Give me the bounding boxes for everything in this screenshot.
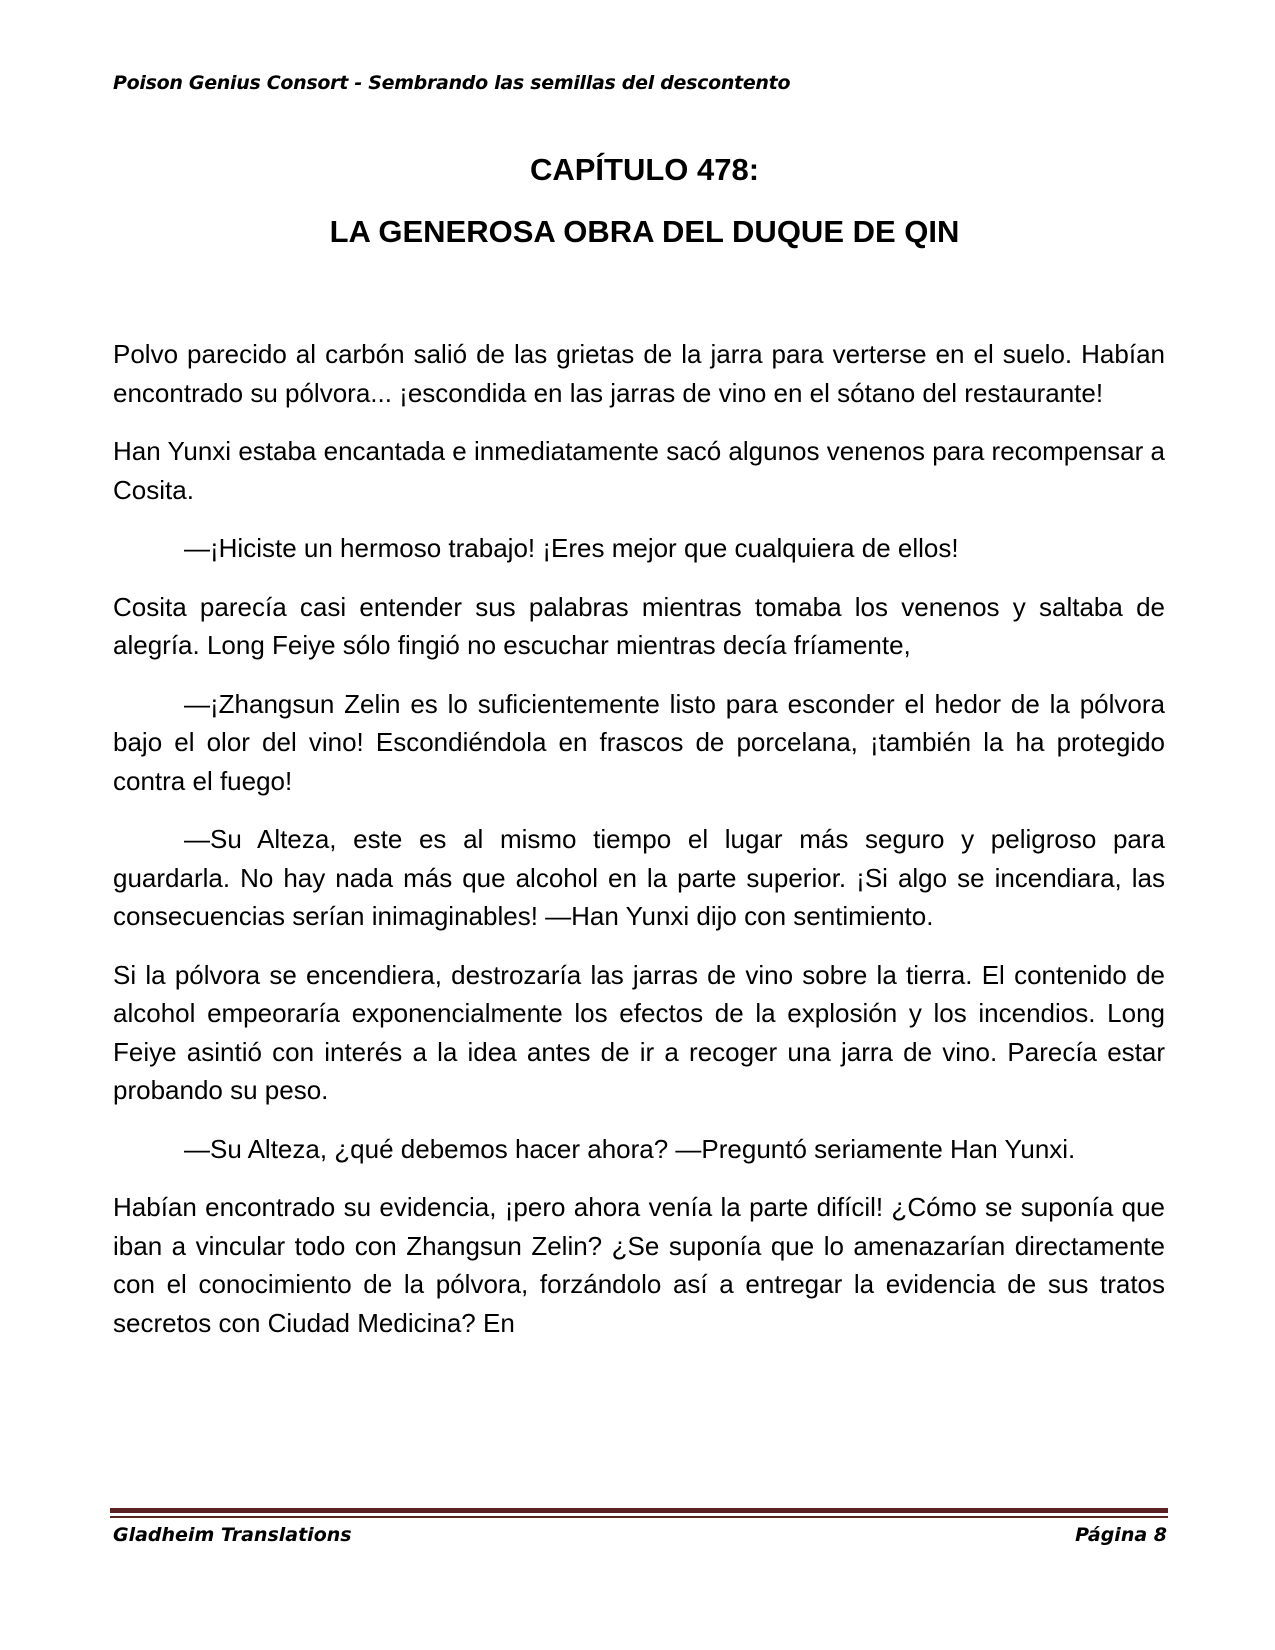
footer-page-number: Página 8 <box>1075 1524 1167 1546</box>
footer-divider-thick <box>110 1508 1168 1513</box>
paragraph: Habían encontrado su evidencia, ¡pero ahora venía la parte difícil! ¿Cómo se suponía que iban a vincular todo con Zhangsun Zelin? ¿Se suponía que lo amenazarían directamente con el conocimiento de la pólvora, forzándolo así a entregar la evidencia de sus tratos secretos con Ciudad Medicina? En <box>113 1192 1165 1338</box>
dialog-paragraph: —Su Alteza, este es al mismo tiempo el lugar más seguro y peligroso para guardarla. No hay nada más que alcohol en la parte superior. ¡Si algo se incendiara, las consecuencias serían inimaginables! —Han Yunxi dijo con sentimiento. <box>113 824 1165 931</box>
running-header: Poison Genius Consort - Sembrando las semillas del descontento <box>113 72 791 94</box>
footer-publisher: Gladheim Translations <box>113 1524 352 1546</box>
chapter-title: LA GENEROSA OBRA DEL DUQUE DE QIN <box>329 214 960 249</box>
paragraph: Polvo parecido al carbón salió de las grietas de la jarra para verterse en el suelo. Habían encontrado su pólvora... ¡escondida en las jarras de vino en el sótano del restaurante! <box>113 339 1165 408</box>
paragraph: Si la pólvora se encendiera, destrozaría las jarras de vino sobre la tierra. El contenido de alcohol empeoraría exponencialmente los efectos de la explosión y los incendios. Long Feiye asintió con interés a la idea antes de ir a recoger una jarra de vino. Parecía estar probando su peso. <box>113 959 1165 1105</box>
paragraph: Han Yunxi estaba encantada e inmediatamente sacó algunos venenos para recompensar a Cosita. <box>113 436 1165 505</box>
paragraph: Cosita parecía casi entender sus palabras mientras tomaba los venenos y saltaba de alegría. Long Feiye sólo fingió no escuchar mientras decía fríamente, <box>113 591 1165 660</box>
chapter-body <box>113 335 1165 1362</box>
footer-divider-thin <box>110 1516 1168 1518</box>
dialog-paragraph: —¡Hiciste un hermoso trabajo! ¡Eres mejor que cualquiera de ellos! <box>184 533 959 563</box>
chapter-number: CAPÍTULO 478: <box>529 152 760 187</box>
dialog-paragraph: —Su Alteza, ¿qué debemos hacer ahora? —Preguntó seriamente Han Yunxi. <box>184 1133 1076 1164</box>
dialog-paragraph: —¡Zhangsun Zelin es lo suficientemente listo para esconder el hedor de la pólvora bajo el olor del vino! Escondiéndola en frascos de porcelana, ¡también la ha protegido contra el fuego! <box>113 688 1165 796</box>
